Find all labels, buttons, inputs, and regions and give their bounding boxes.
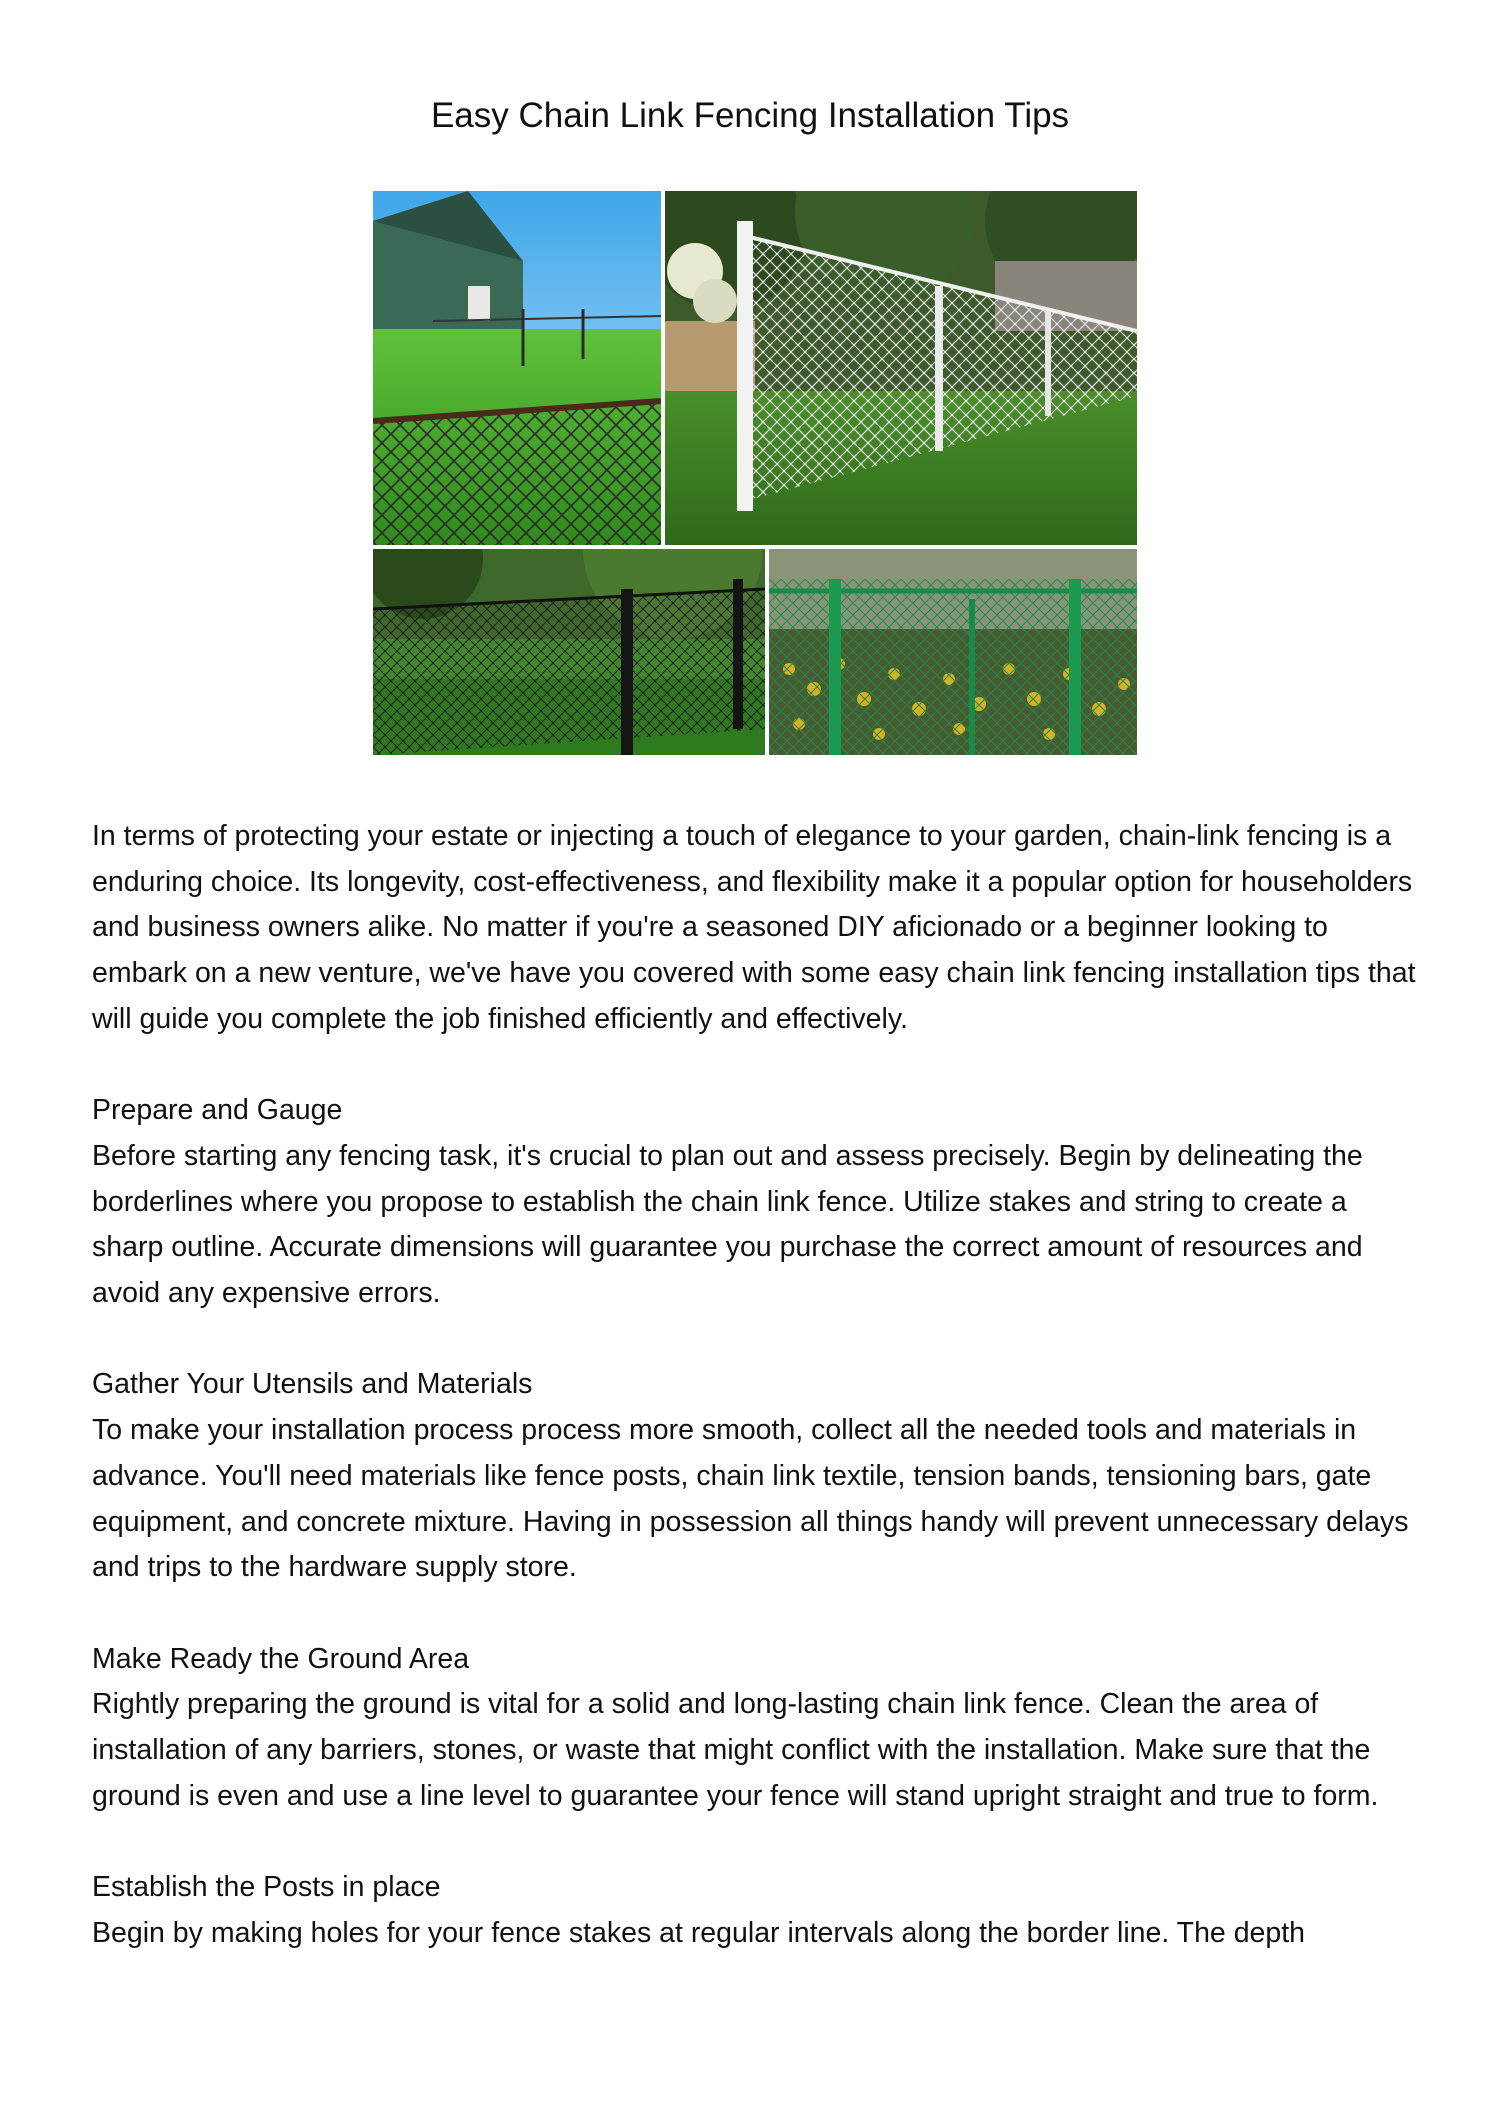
- photo-black-fence-lawn: [373, 191, 661, 545]
- section-heading: Gather Your Utensils and Materials: [92, 1368, 533, 1401]
- section-body: To make your installation process process more smooth, collect all the needed tools and materials in advance. You'll need materials like fence posts, chain link textile, tension bands, tensioning bars, gate equipment, and concrete mixture. Having in possession all things handy will prevent unnecessary delays and trips to the hardware supply store.: [92, 1414, 1409, 1584]
- photo-white-fence-yard: [665, 191, 1137, 545]
- fence-photo-collage: [373, 191, 1137, 755]
- section-body: Begin by making holes for your fence stakes at regular intervals along the border line. The depth: [92, 1916, 1306, 1949]
- section-heading: Establish the Posts in place: [92, 1871, 441, 1904]
- page-title: Easy Chain Link Fencing Installation Tips: [430, 96, 1070, 135]
- photo-black-fence-post: [373, 549, 765, 755]
- article-body: [92, 814, 1422, 1957]
- intro-paragraph: In terms of protecting your estate or injecting a touch of elegance to your garden, chain-link fencing is a enduring choice. Its longevity, cost-effectiveness, and flexibility make it a popular option for householders and business owners alike. No matter if you're a seasoned DIY aficionado or a beginner looking to embark on a new venture, we've have you covered with some easy chain link fencing installation tips that will guide you complete the job finished efficiently and effectively.: [92, 820, 1416, 1035]
- section-heading: Make Ready the Ground Area: [92, 1642, 470, 1675]
- section-body: Before starting any fencing task, it's crucial to plan out and assess precisely. Begin by delineating the borderlines where you propose to establish the chain link fence. Utilize stakes and string to create a sharp outline. Accurate dimensions will guarantee you purchase the correct amount of resources and avoid any expensive errors.: [92, 1139, 1363, 1310]
- photo-green-fence-flowers: [769, 549, 1137, 755]
- section-heading: Prepare and Gauge: [92, 1094, 343, 1127]
- section-body: Rightly preparing the ground is vital for a solid and long-lasting chain link fence. Clean the area of installation of any barriers, stones, or waste that might conflict with the installation. Make sure that the ground is even and use a line level to guarantee your fence will stand upright straight and true to form.: [92, 1688, 1379, 1812]
